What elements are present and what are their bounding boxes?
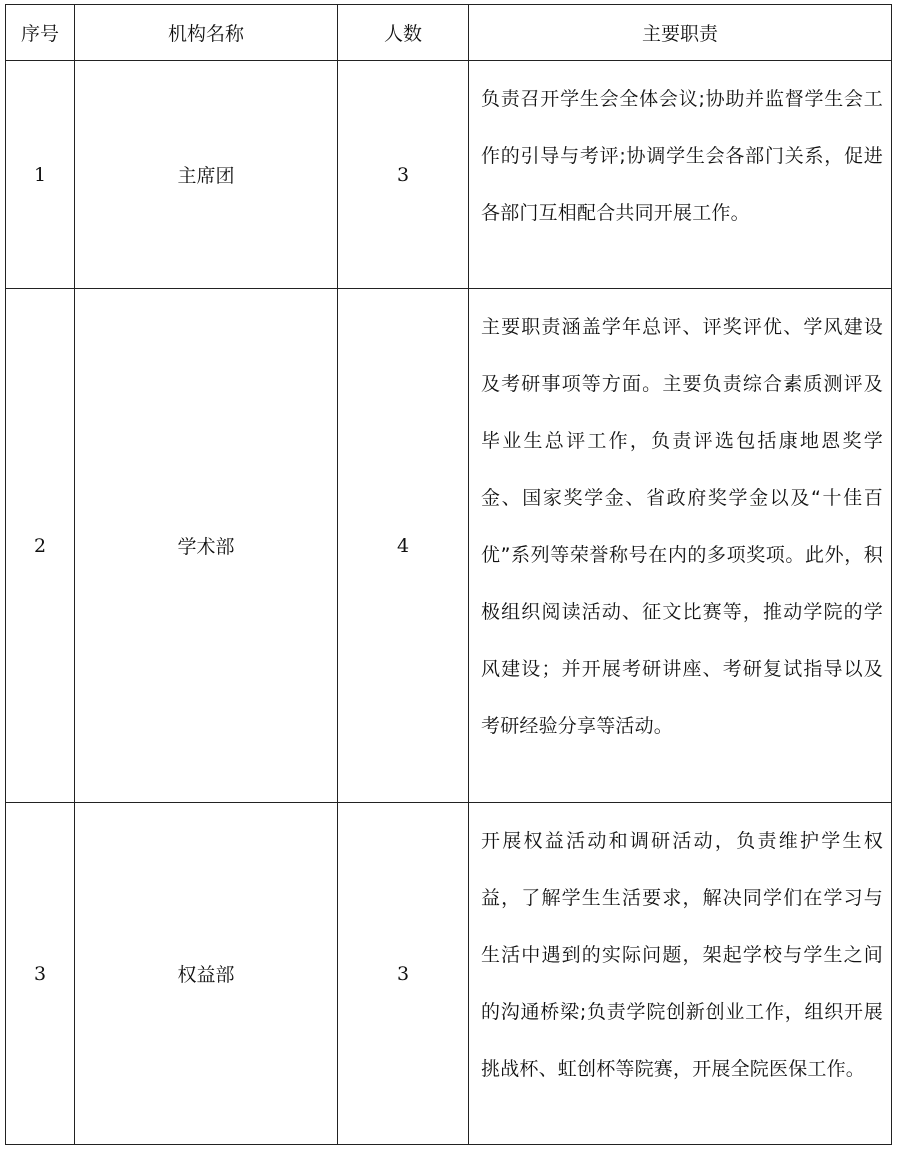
table-row	[6, 61, 892, 289]
header-count: 人数	[338, 5, 469, 61]
row-no: 3	[6, 803, 75, 1145]
table-row	[6, 803, 892, 1145]
row-duty: 开展权益活动和调研活动，负责维护学生权益，了解学生生活要求，解决同学们在学习与生活中遇到的实际问题，架起学校与学生之间的沟通桥梁;负责学院创新创业工作，组织开展挑战杯、虹创杯等院赛，开展全院医保工作。	[481, 830, 883, 1080]
header-no: 序号	[6, 5, 75, 61]
table-row	[6, 289, 892, 803]
row-duty-cell	[469, 289, 892, 803]
header-name: 机构名称	[75, 5, 338, 61]
row-org-name: 主席团	[75, 61, 338, 289]
row-duty: 负责召开学生会全体会议;协助并监督学生会工作的引导与考评;协调学生会各部门关系，促进各部门互相配合共同开展工作。	[481, 88, 883, 224]
row-duty-cell	[469, 61, 892, 289]
row-duty-cell	[469, 803, 892, 1145]
row-org-name: 学术部	[75, 289, 338, 803]
header-duty: 主要职责	[469, 5, 892, 61]
table-header-row	[6, 5, 892, 61]
organization-table	[5, 4, 892, 1145]
row-no: 1	[6, 61, 75, 289]
row-no: 2	[6, 289, 75, 803]
row-count: 3	[338, 803, 469, 1145]
row-duty: 主要职责涵盖学年总评、评奖评优、学风建设及考研事项等方面。主要负责综合素质测评及毕业生总评工作，负责评选包括康地恩奖学金、国家奖学金、省政府奖学金以及“十佳百优”系列等荣誉称号在内的多项奖项。此外，积极组织阅读活动、征文比赛等，推动学院的学风建设；并开展考研讲座、考研复试指导以及考研经验分享等活动。	[481, 316, 883, 737]
row-org-name: 权益部	[75, 803, 338, 1145]
row-count: 3	[338, 61, 469, 289]
row-count: 4	[338, 289, 469, 803]
